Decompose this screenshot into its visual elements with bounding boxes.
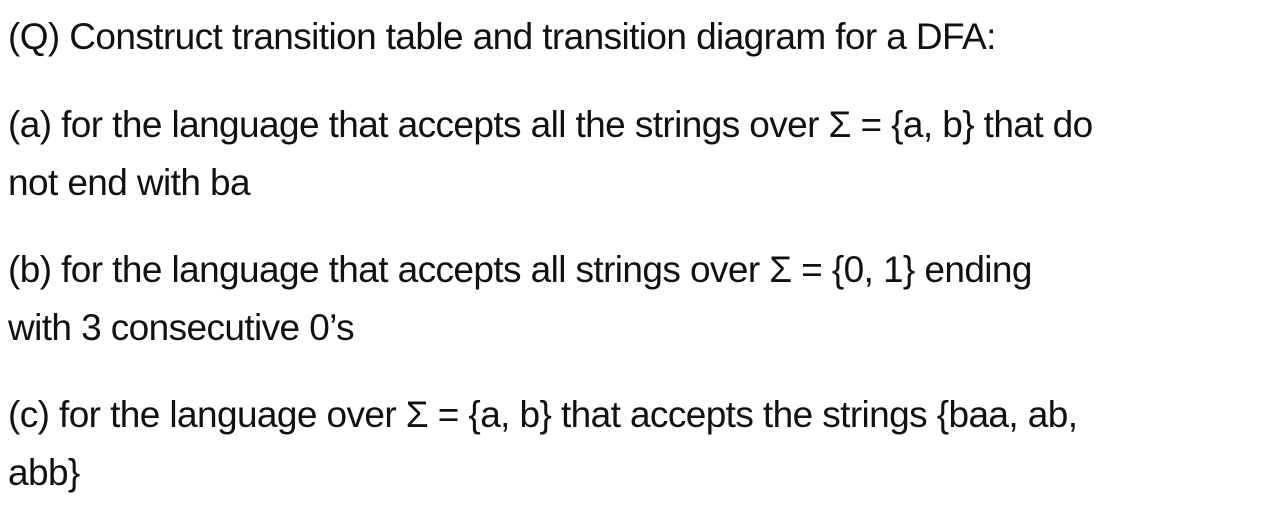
part-a [8,96,1288,212]
part-b [8,241,1288,357]
part-a-line-2: not end with ba [8,162,250,203]
part-c [8,386,1288,502]
part-b-line-2: with 3 consecutive 0’s [8,307,355,348]
question-heading: (Q) Construct transition table and transition diagram for a DFA: [8,16,996,57]
part-b-line-1: (b) for the language that accepts all strings over Σ = {0, 1} ending [8,249,1032,290]
part-c-line-1: (c) for the language over Σ = {a, b} that accepts the strings {baa, ab, [8,394,1078,435]
part-a-line-1: (a) for the language that accepts all the strings over Σ = {a, b} that do [8,104,1093,145]
part-c-line-2: abb} [8,452,80,493]
